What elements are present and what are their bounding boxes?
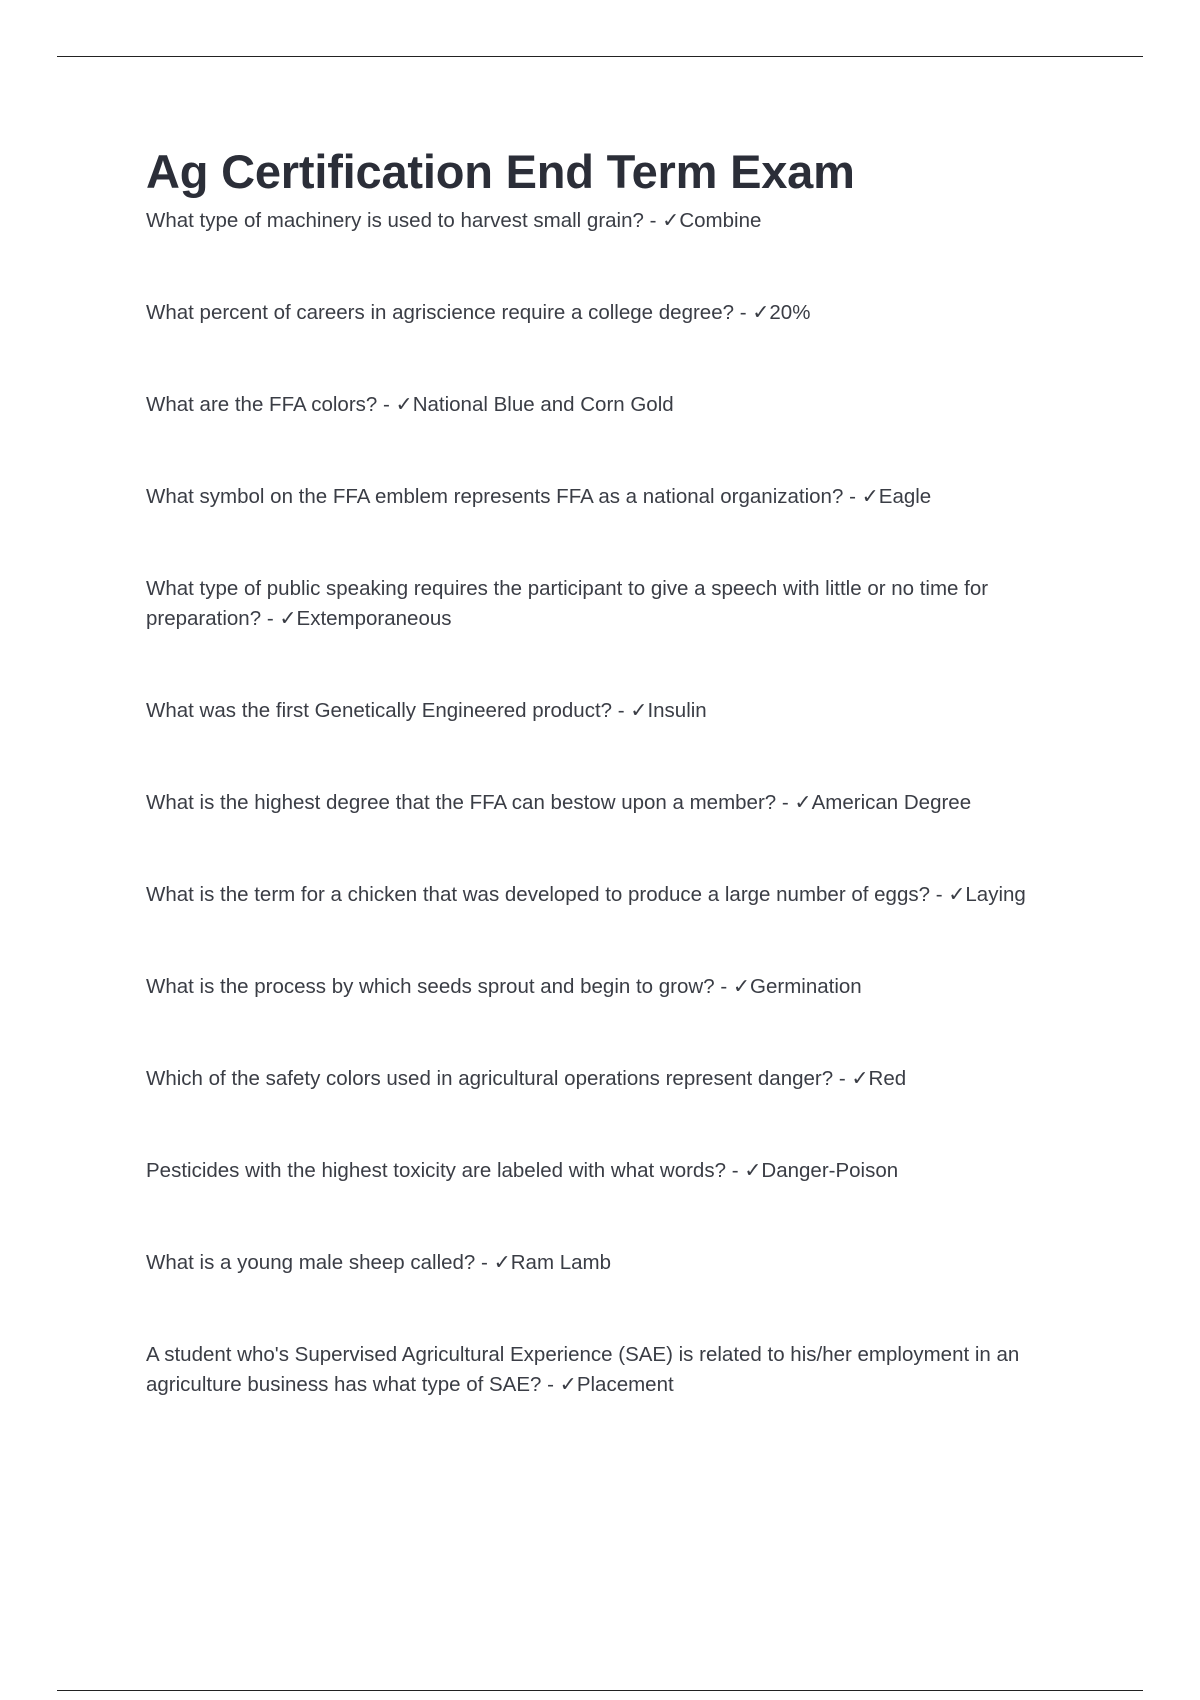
qa-item [146,1064,1076,1094]
separator: - [541,1373,560,1396]
document-body [146,138,1076,1462]
check-icon: ✓ [559,1373,577,1396]
question-text: What is a young male sheep called? [146,1251,476,1274]
separator: - [377,393,396,416]
separator: - [833,1067,852,1090]
qa-item [146,696,1076,726]
qa-item [146,206,1076,236]
qa-item [146,482,1076,512]
answer-text: Combine [679,209,762,232]
question-text: Pesticides with the highest toxicity are labeled with what words? [146,1159,726,1182]
answer-text: Danger-Poison [761,1159,899,1182]
question-text: What is the highest degree that the FFA can bestow upon a member? [146,791,777,814]
answer-text: Red [868,1067,907,1090]
check-icon: ✓ [630,699,648,722]
question-text: What are the FFA colors? [146,393,378,416]
separator: - [475,1251,494,1274]
separator: - [612,699,631,722]
separator: - [261,607,280,630]
separator: - [843,485,862,508]
answer-text: American Degree [811,791,972,814]
qa-item [146,298,1076,328]
question-text: What is the term for a chicken that was developed to produce a large number of eggs? [146,883,930,906]
answer-text: Laying [965,883,1026,906]
question-text: What was the first Genetically Engineered product? [146,699,613,722]
qa-item [146,390,1076,420]
answer-text: Germination [750,975,862,998]
qa-item [146,1248,1076,1278]
check-icon: ✓ [948,883,966,906]
top-rule [57,56,1143,57]
question-text: A student who's Supervised Agricultural Experience (SAE) is related to his/her employment in an agriculture business has what type of SAE? [146,1343,1020,1396]
check-icon: ✓ [279,607,297,630]
separator: - [930,883,949,906]
question-text: What type of public speaking requires the participant to give a speech with little or no time for preparation? [146,577,989,630]
check-icon: ✓ [794,791,812,814]
separator: - [776,791,795,814]
answer-text: Insulin [647,699,707,722]
document-title: Ag Certification End Term Exam [146,145,855,198]
check-icon: ✓ [752,301,770,324]
check-icon: ✓ [744,1159,762,1182]
qa-item [146,788,1076,818]
answer-text: Extemporaneous [296,607,452,630]
answer-text: National Blue and Corn Gold [412,393,674,416]
qa-item [146,1340,1076,1400]
qa-list [146,206,1076,1400]
answer-text: Eagle [878,485,932,508]
check-icon: ✓ [662,209,680,232]
qa-item [146,1156,1076,1186]
answer-text: 20% [769,301,811,324]
check-icon: ✓ [851,1067,869,1090]
separator: - [714,975,733,998]
check-icon: ✓ [395,393,413,416]
separator: - [726,1159,745,1182]
question-text: What symbol on the FFA emblem represents FFA as a national organization? [146,485,844,508]
check-icon: ✓ [493,1251,511,1274]
separator: - [734,301,753,324]
check-icon: ✓ [861,485,879,508]
separator: - [643,209,663,232]
check-icon: ✓ [732,975,751,998]
question-text: What is the process by which seeds sprout and begin to grow? [146,975,715,998]
question-text: What percent of careers in agriscience require a college degree? [146,301,734,324]
question-text: Which of the safety colors used in agricultural operations represent danger? [146,1067,834,1090]
qa-item [146,574,1076,634]
question-text: What type of machinery is used to harvest small grain? [146,209,644,232]
qa-item [146,880,1076,910]
answer-text: Ram Lamb [510,1251,612,1274]
answer-text: Placement [576,1373,674,1396]
qa-item [146,972,1076,1002]
bottom-rule [57,1690,1143,1691]
